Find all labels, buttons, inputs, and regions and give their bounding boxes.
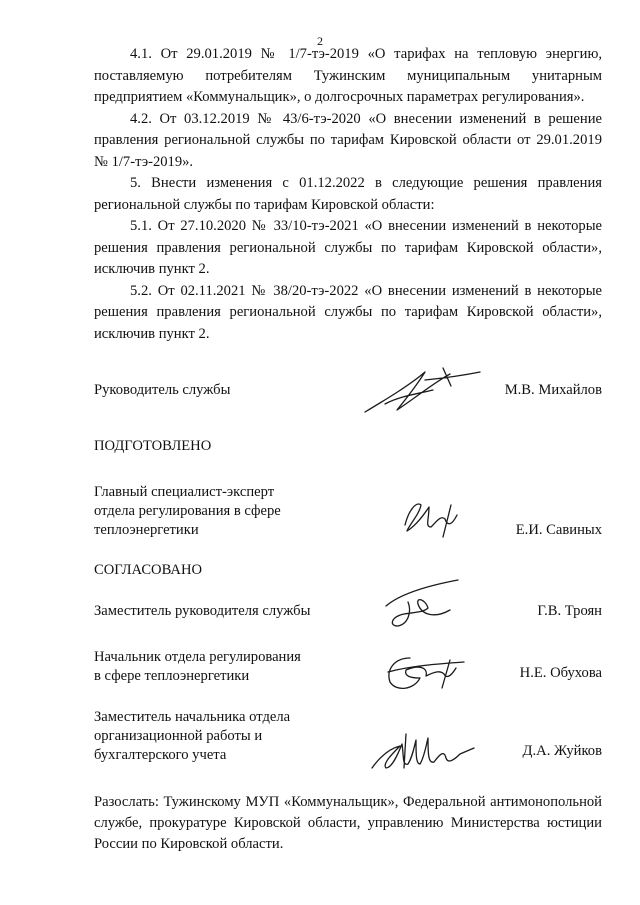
- head-title: Руководитель службы: [94, 382, 231, 398]
- position-line: отдела регулирования в сфере: [94, 503, 281, 519]
- position-line: Начальник отдела регулирования: [94, 649, 301, 665]
- paragraph-5: 5. Внести изменения с 01.12.2022 в следующие решения правления региональной службы по тарифам Кировской области:: [94, 175, 602, 213]
- position-line: Главный специалист-эксперт: [94, 484, 275, 500]
- paragraph-5-1: 5.1. От 27.10.2020 № 33/10-тэ-2021 «О внесении изменений в некоторые решения правления региональной службы по тарифам Кировской области», исключив пункт 2.: [94, 218, 602, 277]
- agreed-heading: СОГЛАСОВАНО: [94, 562, 203, 578]
- prepared-position: [94, 483, 281, 540]
- agreed-position: [94, 648, 301, 686]
- paragraph-4-2: 4.2. От 03.12.2019 № 43/6-тэ-2020 «О внесении изменений в решение правления региональной службы по тарифам Кировской области от 29.01.2019 № 1/7-тэ-2019».: [94, 110, 602, 170]
- agreed-name: Н.Е. Обухова: [519, 665, 602, 681]
- position-line: теплоэнергетики: [94, 522, 199, 538]
- agreed-position: Заместитель руководителя службы: [94, 603, 311, 619]
- agreed-name: Г.В. Троян: [537, 603, 602, 619]
- agreed-name: Д.А. Жуйков: [522, 743, 602, 759]
- position-line: организационной работы и: [94, 728, 263, 744]
- document-body: [94, 44, 602, 345]
- obukhova-signature-image: [380, 648, 470, 698]
- position-line: бухгалтерского учета: [94, 747, 227, 763]
- page-number: 2: [317, 34, 323, 48]
- prepared-heading: ПОДГОТОВЛЕНО: [94, 438, 212, 454]
- head-name: М.В. Михайлов: [504, 382, 602, 398]
- troyan-signature-image: [378, 572, 468, 632]
- position-line: в сфере теплоэнергетики: [94, 668, 250, 684]
- savinykh-signature-image: [395, 495, 470, 543]
- paragraph-4-1: 4.1. От 29.01.2019 № 1/7-тэ-2019 «О тарифах на тепловую энергию, поставляемую потребителям Тужинским муниципальным унитарным предприятием «Коммунальщик», о долгосрочных параметрах регулирования».: [94, 46, 602, 105]
- agreed-position: [94, 708, 290, 765]
- paragraph-5-2: 5.2. От 02.11.2021 № 38/20-тэ-2022 «О внесении изменений в некоторые решения правления региональной службы по тарифам Кировской области», исключив пункт 2.: [94, 282, 602, 342]
- position-line: Заместитель начальника отдела: [94, 709, 291, 725]
- distribution-list: Разослать: Тужинскому МУП «Коммунальщик», Федеральной антимонопольной службе, прокуратуре Кировской области, управлению Министерства юстиции России по Кировской области.: [94, 794, 602, 852]
- prepared-name: Е.И. Савиных: [515, 522, 602, 538]
- head-signature-image: [355, 360, 485, 420]
- zhuykov-signature-image: [362, 724, 482, 776]
